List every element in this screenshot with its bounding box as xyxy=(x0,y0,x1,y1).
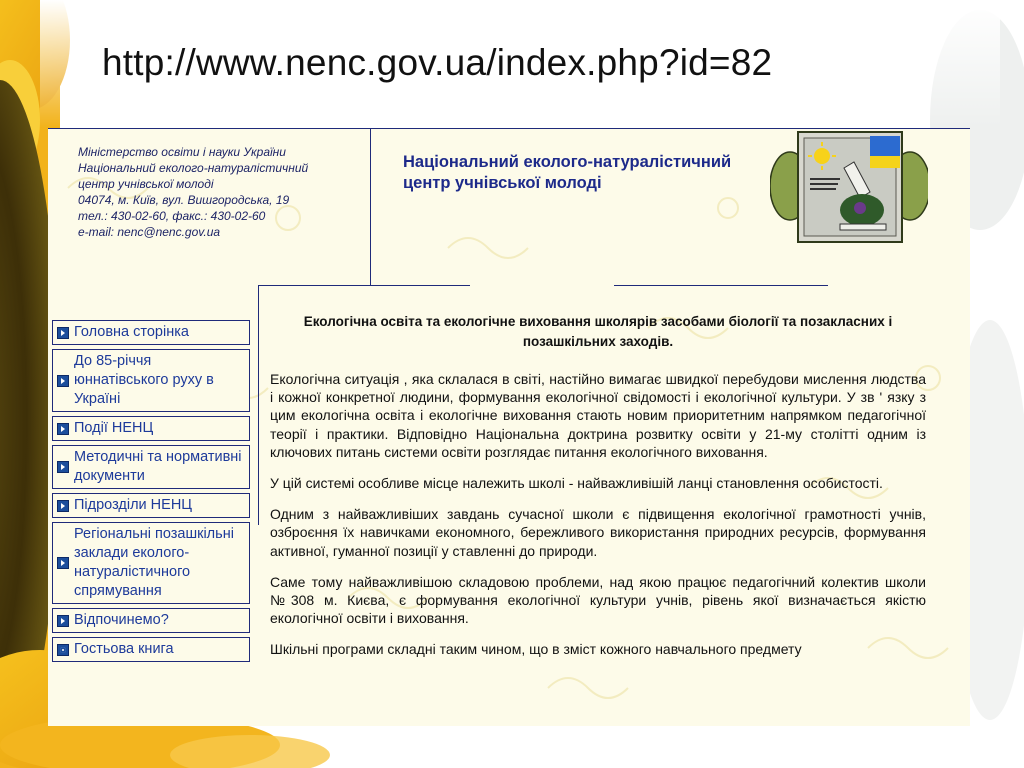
article-paragraph: Саме тому найважливішою складовою проблеми, над якою працює педагогічний колектив школи №308 м. Києва, є формування екологічної культури учнів, рівень якої визначається якістю екологічної освіти і виховання. xyxy=(270,573,926,627)
menu-item-regional[interactable] xyxy=(52,522,250,604)
webpage-screenshot xyxy=(48,128,970,726)
nenc-logo xyxy=(770,128,928,246)
article-paragraph: У цій системі особливе місце належить школі - найважливішій ланці становлення особистості. xyxy=(270,475,883,492)
menu-item-label: Відпочинемо? xyxy=(74,612,169,628)
play-arrow-icon xyxy=(57,500,69,512)
menu-item-guestbook[interactable] xyxy=(52,637,250,662)
address-line: центр учнівської молоді xyxy=(78,177,214,191)
menu-item-departments[interactable] xyxy=(52,493,250,518)
email-label: e-mail: xyxy=(78,225,115,239)
menu-item-label: Гостьова книга xyxy=(74,641,174,657)
contact-address xyxy=(78,144,368,240)
play-arrow-icon xyxy=(57,327,69,339)
menu-item-home[interactable] xyxy=(52,320,250,345)
header-divider-right xyxy=(614,285,828,286)
menu-item-rest[interactable] xyxy=(52,608,250,633)
play-arrow-icon xyxy=(57,423,69,435)
menu-item-documents[interactable] xyxy=(52,445,250,489)
left-navigation-menu xyxy=(52,320,250,666)
address-line: тел.: 430-02-60, факс.: 430-02-60 xyxy=(78,209,266,223)
address-line: Національний еколого-натуралістичний xyxy=(78,161,309,175)
menu-divider-vertical xyxy=(258,285,259,525)
organization-name: Національний еколого-натуралістичний центр учнівської молоді xyxy=(403,153,732,192)
header-divider-vertical xyxy=(370,128,371,286)
address-line: Міністерство освіти і науки України xyxy=(78,145,286,159)
article-content xyxy=(270,312,926,672)
guestbook-icon xyxy=(57,644,69,656)
address-line: 04074, м. Київ, вул. Вишгородська, 19 xyxy=(78,193,290,207)
play-arrow-icon xyxy=(57,557,69,569)
play-arrow-icon xyxy=(57,375,69,387)
header-divider-left xyxy=(258,285,470,286)
menu-item-label: До 85-річчя юннатівського руху в Україні xyxy=(74,353,214,407)
article-title: Екологічна освіта та екологічне виховання школярів засобами біології та позакласних і позашкільних заходів. xyxy=(303,314,893,349)
email-link[interactable]: nenc@nenc.gov.ua xyxy=(117,225,221,239)
article-paragraph: Одним з найважливіших завдань сучасної школи є підвищення екологічної грамотності учнів, озброєння їх навичками економного, бережливого використання природних ресурсів, формування активної, гуманної позиції у ставленні до природи. xyxy=(270,506,926,559)
menu-item-label: Події НЕНЦ xyxy=(74,420,154,436)
menu-item-label: Підрозділи НЕНЦ xyxy=(74,497,193,513)
menu-item-label: Методичні та нормативні документи xyxy=(74,449,242,484)
menu-item-events[interactable] xyxy=(52,416,250,441)
play-arrow-icon xyxy=(57,615,69,627)
email-line xyxy=(78,224,368,240)
menu-item-label: Головна сторінка xyxy=(74,324,189,340)
article-paragraph: Шкільні програми складні таким чином, що в зміст кожного навчального предмету xyxy=(270,641,802,658)
menu-item-anniversary[interactable] xyxy=(52,349,250,412)
slide-title: http://www.nenc.gov.ua/index.php?id=82 xyxy=(102,42,773,83)
article-paragraph: Екологічна ситуація , яка склалася в світі, настійно вимагає швидкої перебудови мислення людства і кожної конкретної людини, формування екологічної свідомості і екологічної культури. У зв ' язку з цим екологічна освіта і екологічне виховання стають новим приоритетним напрямком педагогічної теорії і практики. Відповідно Національна доктрина розвитку освіти у 21-му столітті одним із ключових питань системи освіти розглядає питання екологічного виховання. xyxy=(270,371,926,460)
menu-item-label: Регіональні позашкільні заклади еколого-натуралістичного спрямування xyxy=(74,526,234,599)
play-arrow-icon xyxy=(57,461,69,473)
